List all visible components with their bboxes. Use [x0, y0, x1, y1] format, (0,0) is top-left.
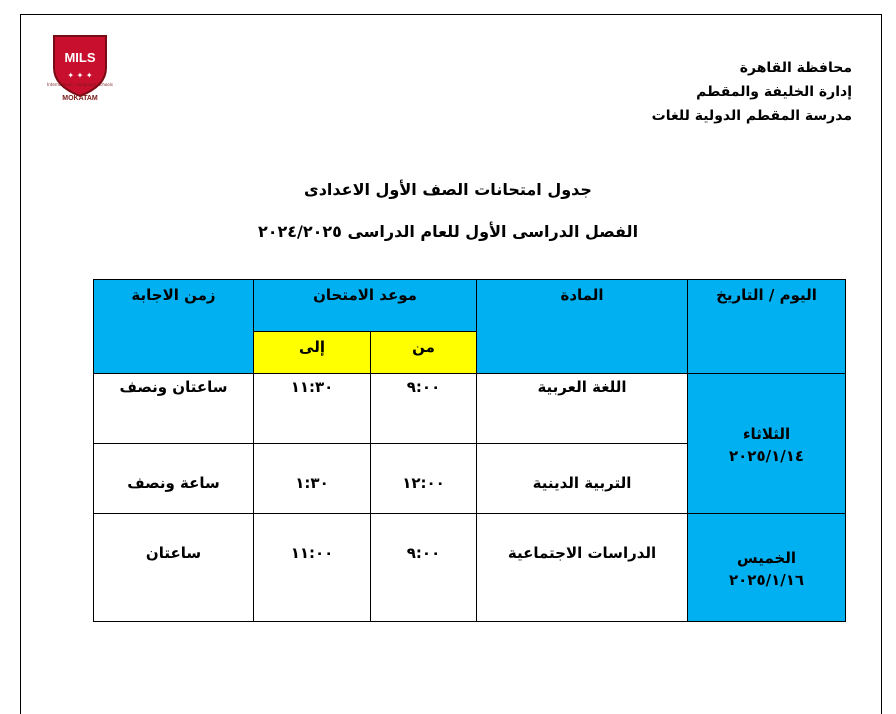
header-administration: إدارة الخليفة والمقطم: [696, 84, 852, 100]
day-cell: [688, 374, 846, 514]
page-subtitle: الفصل الدراسى الأول للعام الدراسى ٢٠٢٤/٢٠٢٥: [257, 222, 639, 241]
duration-cell: ساعتان ونصف: [94, 374, 254, 444]
to-cell: ١١:٣٠: [254, 374, 371, 444]
duration-cell: ساعة ونصف: [94, 444, 254, 514]
svg-text:✦ ✦ ✦: ✦ ✦ ✦: [67, 71, 93, 80]
from-cell: ٩:٠٠: [371, 374, 477, 444]
from-cell: ٩:٠٠: [371, 514, 477, 622]
logo-text: MILS: [64, 50, 96, 65]
subject-cell: التربية الدينية: [477, 444, 688, 514]
header-exam-time: موعد الامتحان: [254, 280, 477, 332]
subject-cell: الدراسات الاجتماعية: [477, 514, 688, 622]
header-to: إلى: [254, 332, 371, 374]
day-cell: [688, 514, 846, 622]
school-logo: [40, 32, 120, 102]
header-from: من: [371, 332, 477, 374]
to-cell: ١١:٠٠: [254, 514, 371, 622]
header-school: مدرسة المقطم الدولية للغات: [651, 108, 852, 124]
day-name: الثلاثاء: [742, 425, 791, 443]
to-cell: ١:٣٠: [254, 444, 371, 514]
logo-tagline: International - Language Schools: [47, 82, 113, 87]
header-governorate: محافظة القاهرة: [739, 60, 852, 76]
page-title: جدول امتحانات الصف الأول الاعدادى: [304, 180, 592, 199]
header-day-date: اليوم / التاريخ: [688, 280, 846, 374]
from-cell: ١٢:٠٠: [371, 444, 477, 514]
school-header: [652, 56, 852, 128]
subject-cell: اللغة العربية: [477, 374, 688, 444]
day-name: الخميس: [737, 549, 796, 567]
duration-cell: ساعتان: [94, 514, 254, 622]
day-date: ٢٠٢٥/١/١٦: [728, 571, 805, 589]
day-date: ٢٠٢٥/١/١٤: [728, 447, 805, 465]
header-duration: زمن الاجابة: [94, 280, 254, 374]
logo-place: MOKATAM: [62, 95, 98, 102]
exam-schedule-table: [93, 279, 846, 622]
header-subject: المادة: [477, 280, 688, 374]
